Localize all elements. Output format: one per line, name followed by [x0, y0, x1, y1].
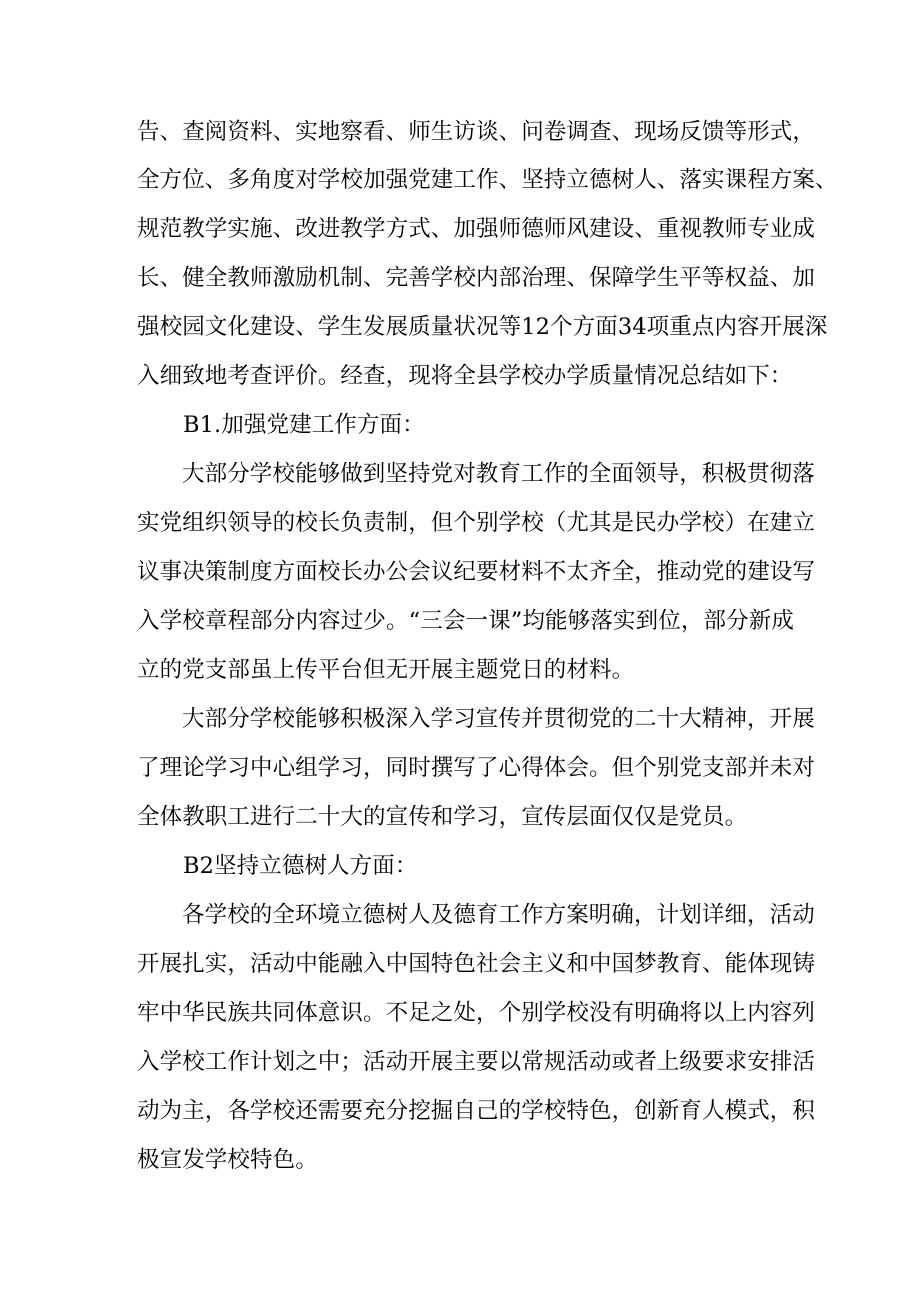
line-text: 大部分学校能够积极深入学习宣传并贯彻党的二十大精神，开展 [182, 706, 815, 732]
text-line [0, 1136, 920, 1184]
text-line [0, 450, 920, 498]
line-text: 长、健全教师激励机制、完善学校内部治理、保障学生平等权益、加 [137, 265, 816, 291]
text-line [0, 1087, 920, 1135]
text-line [0, 108, 920, 156]
text-line [0, 891, 920, 939]
text-line [0, 695, 920, 743]
line-text: 全体教职工进行二十大的宣传和学习，宣传层面仅仅是党员。 [137, 804, 748, 830]
line-text: 牢中华民族共同体意识。不足之处，个别学校没有明确将以上内容列 [137, 1000, 816, 1026]
line-text: 极宣发学校特色。 [137, 1147, 318, 1173]
text-line [0, 352, 920, 400]
line-text: 入学校章程部分内容过少。“三会一课”均能够落实到位，部分新成 [137, 608, 794, 634]
text-line [0, 205, 920, 253]
line-text: 动为主，各学校还需要充分挖掘自己的学校特色，创新育人模式，积 [137, 1098, 816, 1124]
text-line [0, 303, 920, 351]
text-line [0, 940, 920, 988]
text-line [0, 156, 920, 204]
line-text: 开展扎实，活动中能融入中国特色社会主义和中国梦教育、能体现铸 [137, 951, 816, 977]
line-text: 告、查阅资料、实地察看、师生访谈、问卷调查、现场反馈等形式， [137, 119, 816, 145]
text-line [0, 548, 920, 596]
text-line [0, 793, 920, 841]
line-text: 议事决策制度方面校长办公会议纪要材料不太齐全，推动党的建设写 [137, 559, 816, 585]
line-text: 立的党支部虽上传平台但无开展主题党日的材料。 [137, 657, 635, 683]
line-text: 强校园文化建设、学生发展质量状况等12个方面34项重点内容开展深 [137, 314, 828, 340]
line-text: 了理论学习中心组学习，同时撰写了心得体会。但个别党支部并未对 [137, 755, 816, 781]
line-text: 入细致地考查评价。经查，现将全县学校办学质量情况总结如下： [137, 363, 793, 389]
section-heading [0, 401, 920, 449]
line-text: 规范教学实施、改进教学方式、加强师德师风建设、重视教师专业成 [137, 216, 816, 242]
line-text: 实党组织领导的校长负责制，但个别学校（尤其是民办学校）在建立 [137, 510, 816, 536]
line-text: 入学校工作计划之中；活动开展主要以常规活动或者上级要求安排活 [137, 1049, 816, 1075]
line-text: 各学校的全环境立德树人及德育工作方案明确，计划详细，活动 [182, 902, 815, 928]
text-line [0, 254, 920, 302]
text-line [0, 744, 920, 792]
line-text: 大部分学校能够做到坚持党对教育工作的全面领导，积极贯彻落 [182, 461, 815, 487]
section-heading [0, 842, 920, 890]
text-line [0, 597, 920, 645]
text-line [0, 1038, 920, 1086]
line-text: 全方位、多角度对学校加强党建工作、坚持立德树人、落实课程方案、 [137, 167, 838, 193]
section-heading-text: B1.加强党建工作方面： [183, 412, 425, 438]
text-line [0, 989, 920, 1037]
text-line [0, 646, 920, 694]
text-line [0, 499, 920, 547]
section-heading-text: B2坚持立德树人方面： [183, 853, 418, 879]
